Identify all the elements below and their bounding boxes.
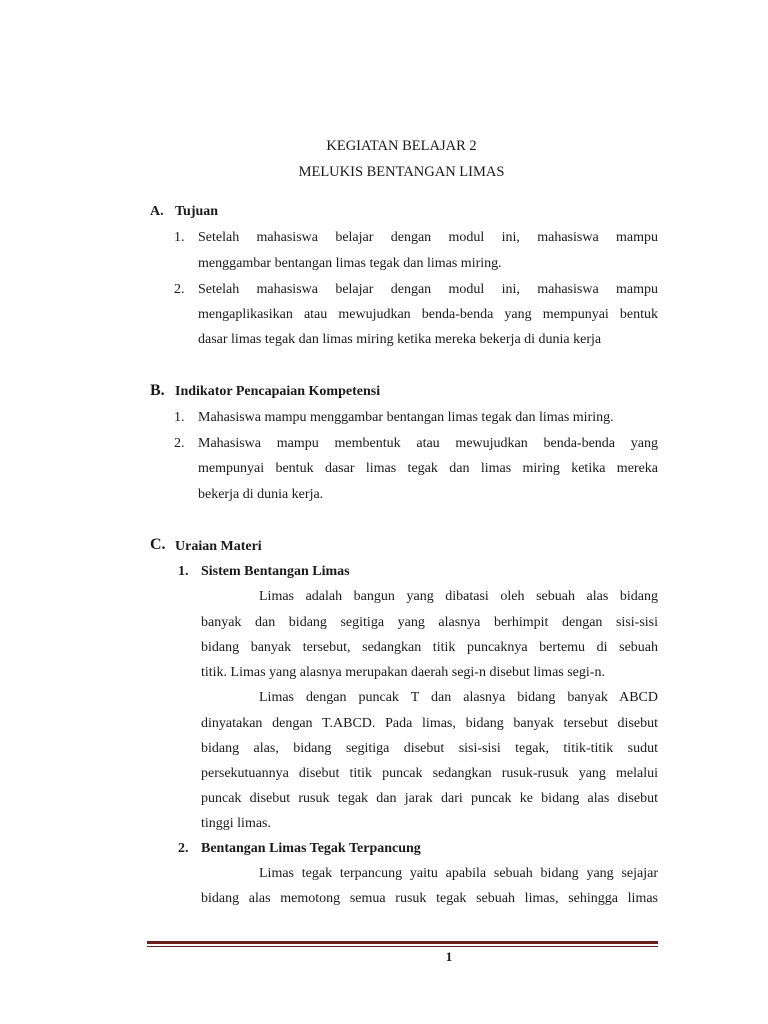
paragraph-line: bidang alas memotong semua rusuk tegak sebuah limas, sehingga limas	[201, 891, 658, 906]
document-subtitle: MELUKIS BENTANGAN LIMAS	[298, 164, 505, 180]
paragraph-line: persekutuannya disebut titik puncak sedangkan rusuk-rusuk yang melalui	[201, 766, 658, 781]
paragraph-line: bidang alas, bidang segitiga disebut sisi-sisi tegak, titik-titik sudut	[201, 741, 658, 756]
list-item-number: 2.	[174, 282, 185, 297]
list-item-line: Mahasiswa mampu membentuk atau mewujudkan benda-benda yang	[198, 436, 658, 451]
section-a-heading: Tujuan	[175, 204, 219, 219]
section-c-letter: C.	[150, 536, 166, 553]
subsection-2-number: 2.	[178, 841, 189, 856]
subsection-2-heading: Bentangan Limas Tegak Terpancung	[201, 841, 421, 856]
list-item-number: 1.	[174, 410, 185, 425]
document-title: KEGIATAN BELAJAR 2	[326, 138, 477, 154]
footer-rule-thick	[147, 941, 658, 944]
section-a-letter: A.	[150, 204, 164, 219]
paragraph-line: titik. Limas yang alasnya merupakan daerah segi-n disebut limas segi-n.	[201, 665, 605, 680]
paragraph-line: dinyatakan dengan T.ABCD. Pada limas, bidang banyak tersebut disebut	[201, 716, 658, 731]
paragraph-line: bidang banyak tersebut, sedangkan titik puncaknya bertemu di sebuah	[201, 640, 658, 655]
subsection-1-heading: Sistem Bentangan Limas	[201, 564, 350, 579]
list-item-line: dasar limas tegak dan limas miring ketika mereka bekerja di dunia kerja	[198, 332, 602, 347]
section-b-letter: B.	[150, 382, 165, 399]
paragraph-line: Limas tegak terpancung yaitu apabila sebuah bidang yang sejajar	[259, 866, 658, 881]
paragraph-line: puncak disebut rusuk tegak dan jarak dari puncak ke bidang alas disebut	[201, 791, 658, 806]
section-b-heading: Indikator Pencapaian Kompetensi	[175, 384, 381, 399]
page-number: 1	[445, 949, 453, 964]
paragraph-line: tinggi limas.	[201, 816, 271, 831]
list-item-number: 1.	[174, 230, 185, 245]
paragraph-line: banyak dan bidang segitiga yang alasnya berhimpit dengan sisi-sisi	[201, 615, 658, 630]
list-item-number: 2.	[174, 436, 185, 451]
list-item-line: Setelah mahasiswa belajar dengan modul ini, mahasiswa mampu	[198, 282, 658, 297]
list-item-line: menggambar bentangan limas tegak dan limas miring.	[198, 256, 502, 271]
list-item-line: mempunyai bentuk dasar limas tegak dan limas miring ketika mereka	[198, 461, 658, 476]
paragraph-line: Limas dengan puncak T dan alasnya bidang banyak ABCD	[259, 690, 658, 705]
list-item-line: bekerja di dunia kerja.	[198, 487, 324, 502]
footer-rule-thin	[147, 946, 658, 947]
section-c-heading: Uraian Materi	[175, 539, 262, 554]
paragraph-line: Limas adalah bangun yang dibatasi oleh sebuah alas bidang	[259, 589, 658, 604]
list-item-line: mengaplikasikan atau mewujudkan benda-benda yang mempunyai bentuk	[198, 307, 658, 322]
subsection-1-number: 1.	[178, 564, 189, 579]
list-item-line: Setelah mahasiswa belajar dengan modul ini, mahasiswa mampu	[198, 230, 658, 245]
list-item-line: Mahasiswa mampu menggambar bentangan limas tegak dan limas miring.	[198, 410, 614, 425]
